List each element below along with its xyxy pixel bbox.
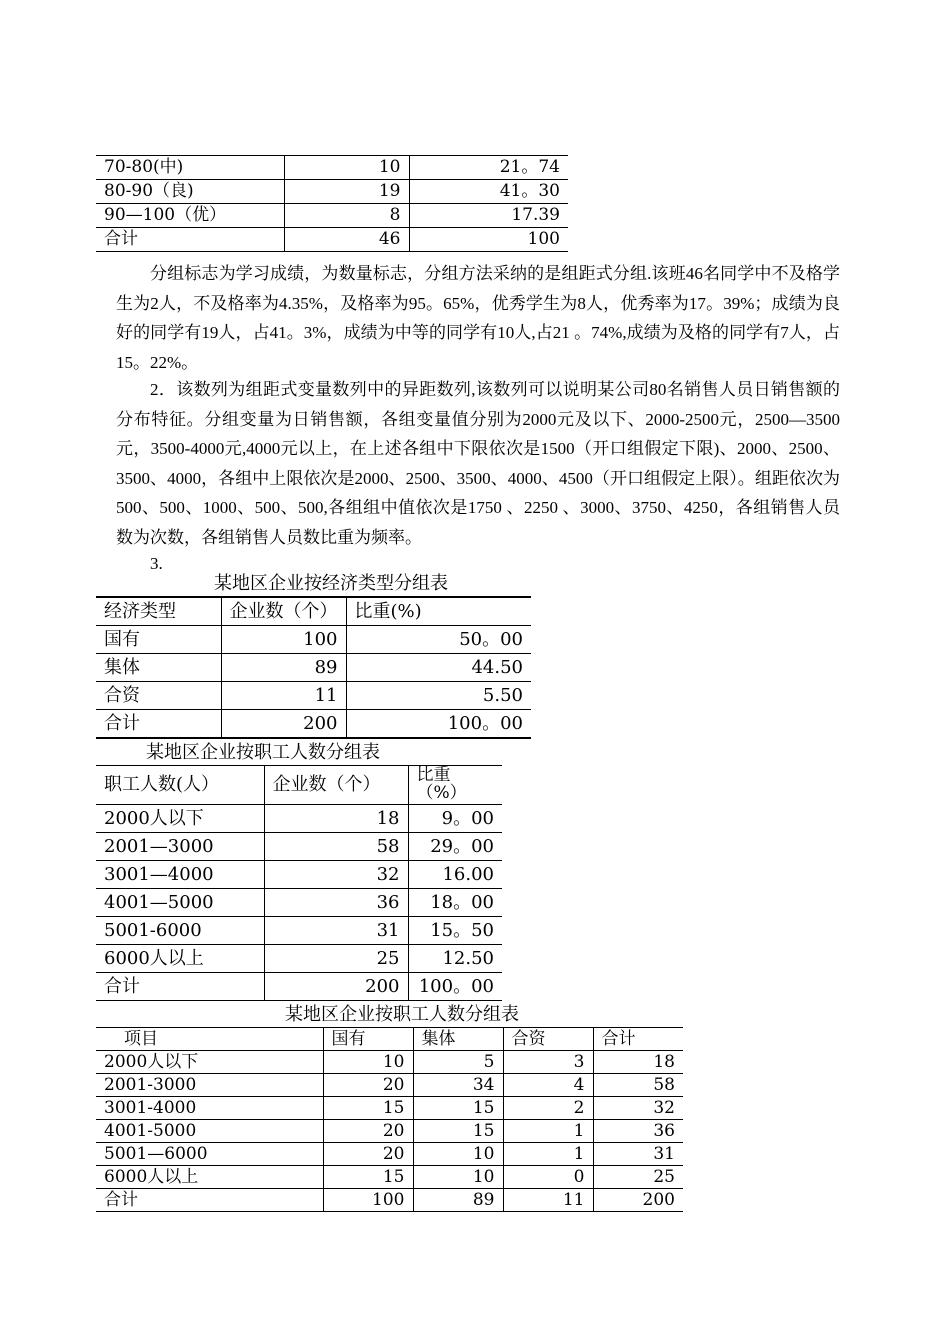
table-cell: 44.50 <box>346 654 531 682</box>
table-header-row <box>96 766 502 805</box>
table-cell: 41。30 <box>409 180 568 204</box>
table-cell: 89 <box>413 1189 503 1212</box>
table-cell: 合计 <box>96 1189 323 1212</box>
table-row <box>96 1097 683 1120</box>
table-cell: 20 <box>323 1120 413 1143</box>
table-cell: 15。50 <box>408 917 502 945</box>
table-cell: 70-80(中) <box>96 156 284 180</box>
table-cell: 合计 <box>96 228 284 252</box>
table-row <box>96 889 502 917</box>
column-header: 企业数（个） <box>221 597 346 626</box>
table-cell: 9。00 <box>408 805 502 833</box>
column-header: 合计 <box>593 1028 683 1051</box>
score-group-table <box>96 155 568 252</box>
paragraph-text: 2．该数列为组距式变量数列中的异距数列,该数列可以说明某公司80名销售人员日销售额的分布特征。分组变量为日销售额，各组变量值分别为2000元及以下、2000-2500元，2500—3500元，3500-4000元,4000元以上，在上述各组中下限依次是1500（开口组假定下限)、2000、2500、3500、4000，各组中上限依次是2000、2500、3500、4000、4500（开口组假定上限）。组距依次为500、500、1000、500、500,各组组中值依次是1750 、2250 、3000、3750、4250，各组销售人员数为次数，各组销售人员数比重为频率。 <box>116 380 840 547</box>
table-cell: 11 <box>221 682 346 710</box>
table-cell: 100。00 <box>346 710 531 739</box>
table-cell: 15 <box>323 1097 413 1120</box>
table-cell: 15 <box>413 1097 503 1120</box>
table-cell: 8 <box>284 204 409 228</box>
table-row <box>96 228 568 252</box>
column-header: 经济类型 <box>96 597 221 626</box>
paragraph-text: 3. <box>150 554 163 573</box>
table-cell: 20 <box>323 1143 413 1166</box>
table-cell: 2 <box>503 1097 593 1120</box>
column-header: 合资 <box>503 1028 593 1051</box>
table-cell: 4 <box>503 1074 593 1097</box>
table-cell: 3 <box>503 1051 593 1074</box>
table-cell: 36 <box>264 889 408 917</box>
table-cell: 15 <box>413 1120 503 1143</box>
table-row <box>96 1189 683 1212</box>
table-cell: 10 <box>413 1143 503 1166</box>
table-cell: 1 <box>503 1120 593 1143</box>
table-cell: 200 <box>593 1189 683 1212</box>
table-cell: 21。74 <box>409 156 568 180</box>
table-cell: 10 <box>413 1166 503 1189</box>
cross-classification-table <box>96 1027 683 1212</box>
table-cell: 3001-4000 <box>96 1097 323 1120</box>
table-cell: 5001—6000 <box>96 1143 323 1166</box>
table-row <box>96 861 502 889</box>
table-cell: 国有 <box>96 626 221 654</box>
table-cell: 合计 <box>96 710 221 739</box>
table-cell: 5001-6000 <box>96 917 264 945</box>
table-row <box>96 180 568 204</box>
table-row <box>96 710 531 739</box>
table-cell: 6000人以上 <box>96 945 264 973</box>
table-row <box>96 973 502 1001</box>
table-cell: 17.39 <box>409 204 568 228</box>
employee-count-table <box>96 765 502 1001</box>
table-cell: 0 <box>503 1166 593 1189</box>
table-cell: 11 <box>503 1189 593 1212</box>
economic-type-table <box>96 596 531 739</box>
table-row <box>96 1166 683 1189</box>
table-cell: 15 <box>323 1166 413 1189</box>
table-cell: 100 <box>323 1189 413 1212</box>
table-caption: 某地区企业按经济类型分组表 <box>214 573 448 594</box>
table-cell: 6000人以上 <box>96 1166 323 1189</box>
analysis-paragraph-2 <box>116 375 840 552</box>
table-cell: 29。00 <box>408 833 502 861</box>
column-header: 比重(%) <box>346 597 531 626</box>
table-cell: 合计 <box>96 973 264 1001</box>
table-cell: 18 <box>264 805 408 833</box>
table-cell: 18 <box>593 1051 683 1074</box>
analysis-paragraph-1 <box>116 259 840 377</box>
table-row <box>96 1120 683 1143</box>
table-cell: 4001-5000 <box>96 1120 323 1143</box>
table-row <box>96 654 531 682</box>
table-cell: 50。00 <box>346 626 531 654</box>
table-caption: 某地区企业按职工人数分组表 <box>285 1004 519 1025</box>
table-row <box>96 833 502 861</box>
table-row <box>96 1143 683 1166</box>
table-header-row <box>96 597 531 626</box>
table-cell: 58 <box>264 833 408 861</box>
table-row <box>96 1051 683 1074</box>
table-header-row <box>96 1028 683 1051</box>
table-cell: 25 <box>593 1166 683 1189</box>
table-cell: 36 <box>593 1120 683 1143</box>
table-row <box>96 945 502 973</box>
table-cell: 20 <box>323 1074 413 1097</box>
table-row <box>96 917 502 945</box>
column-header <box>408 766 502 805</box>
table-cell: 100 <box>409 228 568 252</box>
table-row <box>96 805 502 833</box>
table-row <box>96 626 531 654</box>
table-row <box>96 1074 683 1097</box>
table-cell: 200 <box>264 973 408 1001</box>
table-row <box>96 204 568 228</box>
table-cell: 5 <box>413 1051 503 1074</box>
table-cell: 31 <box>593 1143 683 1166</box>
paragraph-text: 分组标志为学习成绩，为数量标志，分组方法采纳的是组距式分组.该班46名同学中不及格学生为2人，不及格率为4.35%，及格率为95。65%，优秀学生为8人，优秀率为17。39%；成绩为良好的同学有19人，占41。3%，成绩为中等的同学有10人,占21 。74%,成绩为及格的同学有7人，占15。22%。 <box>116 264 840 372</box>
table-cell: 89 <box>221 654 346 682</box>
table-cell: 2000人以下 <box>96 805 264 833</box>
table-cell: 80-90（良) <box>96 180 284 204</box>
column-header: 集体 <box>413 1028 503 1051</box>
table-cell: 100 <box>221 626 346 654</box>
table-cell: 5.50 <box>346 682 531 710</box>
table-cell: 31 <box>264 917 408 945</box>
table-caption: 某地区企业按职工人数分组表 <box>146 742 380 763</box>
table-row <box>96 156 568 180</box>
table-cell: 合资 <box>96 682 221 710</box>
table-cell: 2001-3000 <box>96 1074 323 1097</box>
header-line: 比重 <box>416 765 451 786</box>
table-cell: 12.50 <box>408 945 502 973</box>
table-cell: 4001—5000 <box>96 889 264 917</box>
table-cell: 18。00 <box>408 889 502 917</box>
table-cell: 3001—4000 <box>96 861 264 889</box>
table-cell: 10 <box>323 1051 413 1074</box>
table-cell: 32 <box>264 861 408 889</box>
table-row <box>96 682 531 710</box>
table-cell: 2000人以下 <box>96 1051 323 1074</box>
table-cell: 25 <box>264 945 408 973</box>
table-cell: 32 <box>593 1097 683 1120</box>
table-cell: 34 <box>413 1074 503 1097</box>
stacked-header <box>417 767 467 803</box>
column-header: 国有 <box>323 1028 413 1051</box>
table-cell: 200 <box>221 710 346 739</box>
table-cell: 100。00 <box>408 973 502 1001</box>
table-cell: 10 <box>284 156 409 180</box>
table-cell: 集体 <box>96 654 221 682</box>
column-header: 企业数（个） <box>264 766 408 805</box>
table-cell: 46 <box>284 228 409 252</box>
column-header: 职工人数(人） <box>96 766 264 805</box>
table-cell: 90—100（优） <box>96 204 284 228</box>
table-cell: 19 <box>284 180 409 204</box>
header-line: （%） <box>416 783 467 803</box>
table-cell: 2001—3000 <box>96 833 264 861</box>
table-cell: 16.00 <box>408 861 502 889</box>
table-cell: 1 <box>503 1143 593 1166</box>
table-cell: 58 <box>593 1074 683 1097</box>
column-header: 项目 <box>96 1028 323 1051</box>
